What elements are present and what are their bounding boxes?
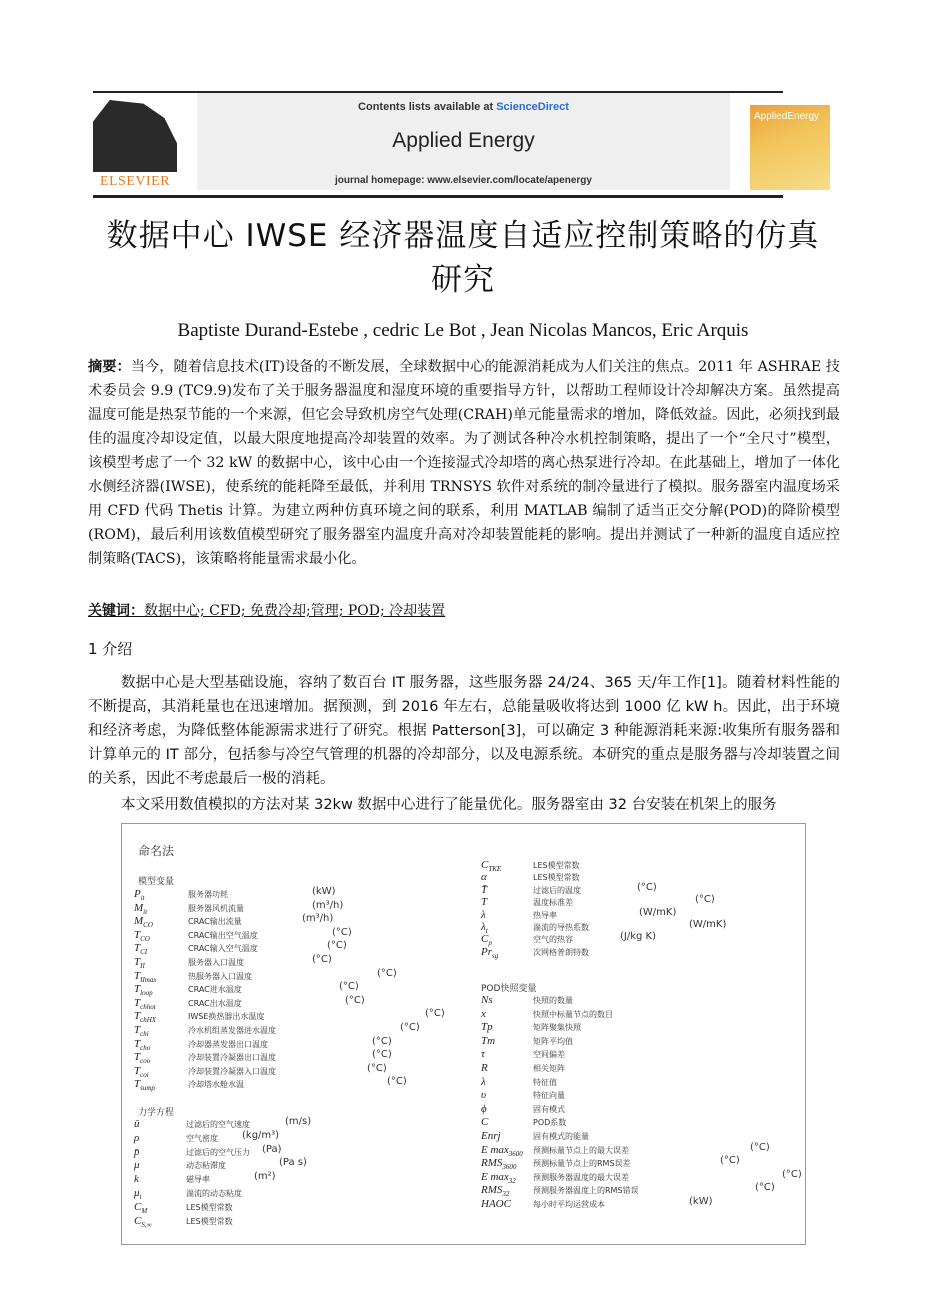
nomenclature-description: LES模型常数 xyxy=(533,861,580,870)
nomenclature-symbol: $\lambda_t$ xyxy=(481,921,488,936)
title-line-1: 数据中心 IWSE 经济器温度自适应控制策略的仿真 xyxy=(106,218,820,254)
nomenclature-description: 服务器功耗 xyxy=(188,890,228,899)
nomenclature-description: 冷却装置冷凝器入口温度 xyxy=(188,1066,276,1076)
nomenclature-description: 特征向量 xyxy=(533,1091,565,1101)
nomenclature-symbol: $T_{CI}$ xyxy=(134,942,148,957)
nomenclature-description: 空间偏差 xyxy=(533,1050,565,1060)
nomenclature-description: 特征值 xyxy=(533,1077,557,1087)
nomenclature-symbol: $T_{IImax}$ xyxy=(134,969,157,984)
nomenclature-symbol: Ns xyxy=(481,994,493,1006)
nomenclature-figure xyxy=(121,823,806,1245)
nomenclature-description: POD系数 xyxy=(533,1118,567,1128)
nomenclature-symbol: $T_{sump}$ xyxy=(134,1078,155,1093)
nomenclature-unit: (°C) xyxy=(755,1182,775,1194)
nomenclature-symbol: $C_p$ xyxy=(481,933,492,948)
nomenclature-unit: (°C) xyxy=(367,1062,387,1074)
nomenclature-description: 过滤后的空气速度 xyxy=(186,1120,250,1129)
nomenclature-symbol: τ xyxy=(481,1048,485,1061)
contents-line: Contents lists available at ScienceDirect xyxy=(358,101,569,113)
abstract xyxy=(88,355,840,571)
nomenclature-symbol: HAOC xyxy=(481,1198,511,1210)
nomenclature-unit: (m³/h) xyxy=(312,899,344,911)
nomenclature-symbol: ρ xyxy=(134,1131,140,1144)
nomenclature-unit: (kW) xyxy=(312,886,336,897)
nomenclature-symbol: α xyxy=(481,871,487,884)
nomenclature-description: 相关矩阵 xyxy=(533,1064,565,1073)
nomenclature-unit: (°C) xyxy=(782,1168,802,1180)
nomenclature-description: CRAC输出空气温度 xyxy=(188,930,258,940)
nomenclature-description: 服务器风机流量 xyxy=(188,903,244,913)
nomenclature-description: 湍流的导热系数 xyxy=(533,923,589,932)
nomenclature-unit: (kW) xyxy=(689,1196,713,1207)
nomenclature-symbol: $C_M$ xyxy=(134,1200,148,1215)
nomenclature-description: 动态粘滞度 xyxy=(186,1161,226,1171)
nomenclature-unit: (°C) xyxy=(637,881,657,893)
nomenclature-description: CRAC输出流量 xyxy=(188,917,242,927)
keywords xyxy=(88,600,445,620)
nomenclature-description: 热导率 xyxy=(533,910,557,920)
nomenclature-symbol: $M_{CO}$ xyxy=(134,915,153,930)
nomenclature-description: 空气密度 xyxy=(186,1133,218,1143)
model-vars-heading: 模型变量 xyxy=(138,877,175,887)
section-heading: 1 介绍 xyxy=(88,640,133,658)
nomenclature-unit: (kg/m³) xyxy=(242,1129,280,1141)
nomenclature-symbol: $T_{loop}$ xyxy=(134,983,153,998)
journal-homepage[interactable]: journal homepage: www.elsevier.com/locate/apenergy xyxy=(335,175,592,186)
nomenclature-description: 预测标量节点上的RMS误差 xyxy=(533,1159,631,1169)
nomenclature-unit: (°C) xyxy=(339,981,359,993)
nomenclature-description: 服务器入口温度 xyxy=(188,958,244,967)
nomenclature-symbol: k xyxy=(134,1173,139,1186)
nomenclature-unit: (m/s) xyxy=(285,1116,312,1127)
nomenclature-unit: (°C) xyxy=(345,994,365,1006)
journal-title: Applied Energy xyxy=(392,129,535,152)
abstract-text: 当今，随着信息技术(IT)设备的不断发展，全球数据中心的能源消耗成为人们关注的焦点。2011 年 ASHRAE 技术委员会 9.9 (TC9.9)发布了关于服务器温度和湿度环境的重要指导方针，以帮助工程师设计冷却解决方案。虽然提高温度可能是热泵节能的一个来源，但它会导致机房空气处理(CRAH)单元能量需求的增加，降低效益。因此，必须找到最佳的温度冷却设定值，以最大限度地提高冷却装置的效率。为了测试各种冷水机控制策略，提出了一个“全尺寸”模型，该模型考虑了一个 32 kW 的数据中心，该中心由一个连接湿式冷却塔的离心热泵进行冷却。在此基础上，增加了一体化水侧经济器(IWSE)，使系统的能耗降至最低，并利用 TRNSYS 软件对系统的制冷量进行了模拟。服务器室内温度场采用 CFD 代码 Thetis 计算。为建立两种仿真环境之间的联系，利用 MATLAB 编制了适当正交分解(POD)的降阶模型(ROM)，最后利用该数值模型研究了服务器室内温度升高对冷却装置能耗的影响。提出并测试了一种新的温度自适应控制策略(TACS)，该策略将能量需求最小化。 xyxy=(88,359,840,567)
keywords-text: 数据中心; CFD; 免费冷却;管理; POD; 冷却装置 xyxy=(144,603,446,619)
nomenclature-symbol: $M_{it}$ xyxy=(134,901,148,916)
nomenclature-description: 次网格普朗特数 xyxy=(533,947,589,957)
nomenclature-symbol: λ xyxy=(481,908,486,921)
nomenclature-symbol: μ xyxy=(134,1159,140,1172)
nomenclature-unit: (Pa s) xyxy=(279,1157,307,1169)
intro-paragraph-2: 本文采用数值模拟的方法对某 32kw 数据中心进行了能量优化。服务器室由 32 台安装在机架上的服务 xyxy=(121,797,777,813)
nomenclature-description: 预测标量节点上的最大误差 xyxy=(533,1145,629,1155)
nomenclature-unit: (m²) xyxy=(254,1171,276,1183)
nomenclature-symbol: $C_{S,\infty}$ xyxy=(134,1214,152,1229)
nomenclature-unit: (°C) xyxy=(695,894,715,906)
nomenclature-description: 冷却塔水舱水温 xyxy=(188,1080,244,1090)
mech-vars-heading: 力学方程 xyxy=(138,1108,175,1118)
nomenclature-symbol: $T_{II}$ xyxy=(134,956,145,971)
nomenclature-description: CRAC输入空气温度 xyxy=(188,944,258,954)
nomenclature-unit: (W/mK) xyxy=(639,906,677,918)
nomenclature-symbol: R xyxy=(481,1062,488,1074)
nomenclature-unit: (°C) xyxy=(332,926,352,938)
keywords-label: 关键词： xyxy=(88,603,144,619)
nomenclature-symbol: $T_{chhot}$ xyxy=(134,996,156,1011)
nomenclature-symbol: $P_{it}$ xyxy=(134,888,145,903)
nomenclature-description: 每小时平均运营成本 xyxy=(533,1200,605,1209)
nomenclature-description: 固有模式的能量 xyxy=(533,1132,589,1141)
nomenclature-symbol: T xyxy=(481,896,488,909)
nomenclature-description: LES模型常数 xyxy=(186,1216,233,1226)
nomenclature-unit: (m³/h) xyxy=(302,913,334,925)
nomenclature-symbol: λ xyxy=(481,1075,486,1088)
nomenclature-symbol: $Pr_{sg}$ xyxy=(481,945,499,960)
nomenclature-unit: (°C) xyxy=(387,1076,407,1088)
nomenclature-symbol: $RMS_{3600}$ xyxy=(481,1157,517,1172)
nomenclature-symbol: E $\max_{32}$ xyxy=(481,1170,516,1185)
nomenclature-symbol: C xyxy=(481,1116,489,1129)
tree-icon xyxy=(93,100,177,172)
paper-title xyxy=(60,214,866,302)
nomenclature-symbol: $\mu_t$ xyxy=(134,1187,142,1202)
nomenclature-symbol: T̄ xyxy=(481,883,488,896)
nomenclature-description: 过滤后的空气压力 xyxy=(186,1147,250,1157)
pod-vars-heading: POD快照变量 xyxy=(481,984,537,994)
nomenclature-symbol: Tp xyxy=(481,1021,493,1034)
abstract-label: 摘要： xyxy=(88,359,131,375)
nomenclature-description: 磁导率 xyxy=(186,1175,210,1185)
header-bottom-rule xyxy=(93,195,783,198)
nomenclature-description: 预测服务器温度的最大误差 xyxy=(533,1172,629,1182)
journal-cover xyxy=(750,105,830,190)
nomenclature-symbol: x xyxy=(481,1007,486,1020)
nomenclature-symbol: υ xyxy=(481,1089,487,1102)
nomenclature-unit: (°C) xyxy=(720,1155,740,1167)
nomenclature-description: 快照中标量节点的数目 xyxy=(533,1009,613,1019)
nomenclature-unit: (Pa) xyxy=(262,1143,282,1155)
nomenclature-symbol: p̄ xyxy=(134,1145,140,1158)
nomenclature-description: 冷却装置冷凝器出口温度 xyxy=(188,1053,276,1063)
authors: Baptiste Durand-Estebe , cedric Le Bot , Jean Nicolas Mancos, Eric Arquis xyxy=(177,320,749,341)
nomenclature-description: CRAC进水温度 xyxy=(188,985,242,995)
nomenclature-description: LES模型常数 xyxy=(533,873,580,883)
nomenclature-symbol: Enrj xyxy=(481,1130,501,1142)
nomenclature-unit: (°C) xyxy=(312,954,332,965)
nomenclature-description: 冷却器蒸发器出口温度 xyxy=(188,1039,268,1049)
nomenclature-description: 湍流的动态粘度 xyxy=(186,1189,242,1198)
nomenclature-symbol: $T_{CO}$ xyxy=(134,928,150,943)
nomenclature-unit: (°C) xyxy=(400,1022,420,1033)
nomenclature-symbol: $T_{coi}$ xyxy=(134,1064,149,1079)
journal-banner xyxy=(197,93,730,190)
nomenclature-description: 预测服务器温度上的RMS错误 xyxy=(533,1186,639,1196)
nomenclature-description: LES模型常数 xyxy=(186,1202,233,1212)
nomenclature-description: 矩阵聚集快照 xyxy=(533,1023,581,1033)
nomenclature-symbol: $T_{coo}$ xyxy=(134,1051,151,1066)
nomenclature-description: 快照的数量 xyxy=(533,996,573,1005)
nomenclature-symbol: ū xyxy=(134,1118,140,1130)
nomenclature-unit: (°C) xyxy=(372,1035,392,1047)
nomenclature-symbol: $T_{chHX}$ xyxy=(134,1010,157,1025)
nomenclature-symbol: E $\max_{3600}$ xyxy=(481,1143,523,1158)
nomenclature-unit: (W/mK) xyxy=(689,919,727,930)
nomenclature-description: IWSE换热器出水温度 xyxy=(188,1012,265,1022)
nomenclature-description: 空气的热容 xyxy=(533,935,573,945)
sciencedirect-link[interactable]: ScienceDirect xyxy=(496,101,569,113)
nomenclature-symbol: ϕ xyxy=(481,1102,487,1115)
nomenclature-description: 过滤后的温度 xyxy=(533,885,581,895)
cover-title: AppliedEnergy xyxy=(754,111,820,122)
nomenclature-unit: (°C) xyxy=(372,1049,392,1061)
publisher-name: ELSEVIER xyxy=(99,174,171,189)
nomenclature-unit: (J/kg K) xyxy=(620,931,656,943)
nomenclature-description: 热服务器入口温度 xyxy=(188,971,252,981)
nomenclature-symbol: $RMS_{32}$ xyxy=(481,1184,510,1199)
nomenclature-description: 冷水机组蒸发器进水温度 xyxy=(188,1026,276,1035)
nomenclature-symbol: $T_{chi}$ xyxy=(134,1024,149,1039)
title-line-2: 研究 xyxy=(431,262,495,298)
nomenclature-symbol: $T_{cho}$ xyxy=(134,1037,151,1052)
nomenclature-description: 矩阵平均值 xyxy=(533,1036,573,1046)
elsevier-logo xyxy=(93,100,177,190)
nomenclature-symbol: Tm xyxy=(481,1034,496,1047)
nomenclature-title: 命名法 xyxy=(138,844,175,858)
nomenclature-description: 固有模式 xyxy=(533,1104,565,1114)
nomenclature-description: 温度标准差 xyxy=(533,898,573,908)
nomenclature-unit: (°C) xyxy=(377,967,397,979)
nomenclature-symbol: $C_{TKE}$ xyxy=(481,859,502,874)
nomenclature-unit: (°C) xyxy=(327,940,347,952)
intro-paragraph-1: 数据中心是大型基础设施，容纳了数百台 IT 服务器，这些服务器 24/24、365 天/年工作[1]。随着材料性能的不断提高，其消耗量也在迅速增加。据预测，到 2016 年左右，总能量吸收将达到 1000 亿 kW h。因此，出于环境和经济考虑，为降低整体能源需求进行了研究。根据 Patterson[3]，可以确定 3 种能源消耗来源:收集所有服务器和计算单元的 IT 部分，包括参与冷空气管理的机器的冷却部分，以及电源系统。本研究的重点是服务器与冷却装置之间的关系，因此不考虑最后一极的消耗。 xyxy=(88,675,840,787)
nomenclature-unit: (°C) xyxy=(425,1008,445,1020)
nomenclature-description: CRAC出水温度 xyxy=(188,998,242,1008)
nomenclature-unit: (°C) xyxy=(750,1141,770,1153)
